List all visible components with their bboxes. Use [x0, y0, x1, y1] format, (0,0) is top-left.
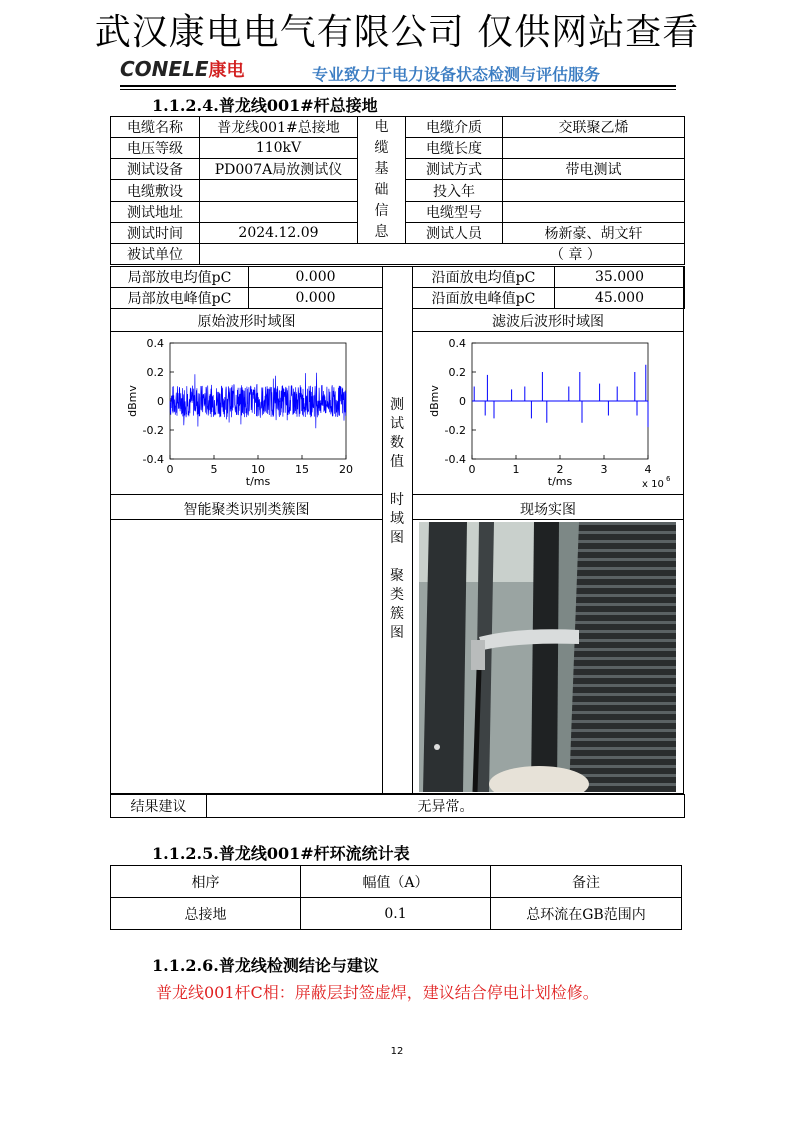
pd-peak-label: 局部放电峰值pC	[111, 288, 249, 309]
vertical-char: 数	[390, 435, 404, 451]
info-value	[200, 180, 358, 201]
section-4-title: 1.1.2.4.普龙线001#杆总接地	[152, 96, 378, 115]
info-label: 电缆敷设	[111, 180, 200, 201]
result-label: 结果建议	[111, 795, 207, 818]
site-photo	[419, 522, 676, 792]
cable-basic-info-char: 息	[374, 224, 389, 240]
vertical-char: 聚	[390, 568, 404, 584]
cable-basic-info-char: 基	[374, 161, 389, 177]
info-value: 110kV	[200, 138, 358, 159]
y-tick-label: 0.2	[448, 366, 466, 379]
vertical-label	[387, 396, 407, 643]
vertical-char: 图	[390, 625, 404, 641]
surface-avg-label: 沿面放电均值pC	[413, 267, 555, 288]
section-6-title: 1.1.2.6.普龙线检测结论与建议	[152, 956, 379, 975]
cell-amplitude: 0.1	[301, 898, 491, 930]
info-value: 杨新豪、胡文轩	[503, 222, 685, 243]
x-tick-label: 4	[644, 463, 652, 476]
pd-avg-value: 0.000	[249, 267, 383, 288]
vertical-char: 图	[390, 530, 404, 546]
vertical-char	[387, 548, 407, 567]
cluster-title: 智能聚类识别类簇图	[183, 502, 310, 518]
x-multiplier: x 10	[642, 479, 664, 490]
info-label: 电缆型号	[406, 201, 503, 222]
raw-wave-title: 原始波形时域图	[197, 314, 296, 330]
raw-waveform-chart	[112, 333, 380, 493]
cable-basic-info-char: 电	[374, 119, 389, 135]
y-axis-label: dBmv	[428, 385, 441, 417]
y-tick-label: -0.2	[444, 424, 466, 437]
x-multiplier-exp: 6	[666, 475, 671, 483]
vertical-char: 值	[390, 454, 404, 470]
x-tick-label: 3	[600, 463, 608, 476]
x-tick-label: 0	[166, 463, 174, 476]
page-number: 12	[390, 1046, 404, 1057]
cable-basic-info-label	[358, 117, 406, 244]
unit-label: 被试单位	[111, 244, 200, 265]
y-tick-label: -0.4	[142, 453, 164, 466]
info-label: 电缆介质	[406, 117, 503, 138]
info-value	[503, 138, 685, 159]
pd-avg-label: 局部放电均值pC	[111, 267, 249, 288]
info-label: 测试时间	[111, 222, 200, 243]
surface-peak-value: 45.000	[555, 288, 685, 309]
header-rule	[120, 85, 676, 87]
slogan: 专业致力于电力设备状态检测与评估服务	[312, 65, 601, 84]
filtered-waveform-chart	[414, 333, 682, 493]
info-value	[503, 180, 685, 201]
cell-note: 总环流在GB范围内	[491, 898, 682, 930]
vertical-char: 簇	[390, 606, 404, 622]
section-5-title: 1.1.2.5.普龙线001#杆环流统计表	[152, 844, 410, 863]
vertical-char: 时	[390, 492, 404, 508]
pd-left-table	[110, 266, 383, 309]
x-tick-label: 2	[556, 463, 564, 476]
cable-basic-info-char: 信	[374, 203, 389, 219]
cell-phase: 总接地	[111, 898, 301, 930]
col-note: 备注	[491, 866, 682, 898]
info-label: 电压等级	[111, 138, 200, 159]
logo-cn: 康电	[208, 60, 245, 81]
vertical-char: 试	[390, 416, 404, 432]
y-tick-label: 0	[459, 395, 466, 408]
unit-value	[200, 244, 685, 265]
x-tick-label: 15	[295, 463, 309, 476]
info-label: 测试地址	[111, 201, 200, 222]
company-logo	[120, 56, 245, 82]
banner: 武汉康电电气有限公司 仅供网站查看	[94, 12, 700, 53]
info-value	[503, 201, 685, 222]
conclusion-text: 普龙线001杆C相：屏蔽层封签虚焊，建议结合停电计划检修。	[156, 983, 599, 1002]
info-label: 投入年	[406, 180, 503, 201]
info-value: 2024.12.09	[200, 222, 358, 243]
photo-title: 现场实图	[520, 502, 576, 518]
pd-right-table	[412, 266, 685, 309]
header-rule-thin	[120, 89, 676, 90]
y-tick-label: 0.4	[448, 337, 466, 350]
vertical-char: 类	[390, 587, 404, 603]
cable-basic-info-char: 础	[374, 182, 389, 198]
info-value	[200, 201, 358, 222]
y-tick-label: -0.4	[444, 453, 466, 466]
x-tick-label: 0	[468, 463, 476, 476]
info-value: 普龙线001#总接地	[200, 117, 358, 138]
x-axis-label: t/ms	[245, 475, 271, 488]
cable-info-table	[110, 116, 685, 265]
info-label: 电缆长度	[406, 138, 503, 159]
filtered-wave-title: 滤波后波形时域图	[492, 314, 604, 330]
info-label: 测试人员	[406, 222, 503, 243]
info-label: 测试设备	[111, 159, 200, 180]
pd-peak-value: 0.000	[249, 288, 383, 309]
vertical-char: 域	[390, 511, 404, 527]
seal-text: （ 章 ）	[550, 247, 601, 263]
col-amplitude: 幅值（A）	[301, 866, 491, 898]
x-tick-label: 10	[251, 463, 265, 476]
x-tick-label: 1	[512, 463, 520, 476]
logo-text: CONELE	[120, 57, 209, 81]
vertical-char: 测	[390, 397, 404, 413]
surface-avg-value: 35.000	[555, 267, 685, 288]
col-phase: 相序	[111, 866, 301, 898]
y-axis-label: dBmv	[126, 385, 139, 417]
x-axis-label: t/ms	[547, 475, 573, 488]
info-label: 电缆名称	[111, 117, 200, 138]
info-label: 测试方式	[406, 159, 503, 180]
vertical-char	[387, 472, 407, 491]
info-value: 交联聚乙烯	[503, 117, 685, 138]
info-value: PD007A局放测试仪	[200, 159, 358, 180]
cable-basic-info-char: 缆	[374, 140, 389, 156]
surface-peak-label: 沿面放电峰值pC	[413, 288, 555, 309]
x-tick-label: 20	[339, 463, 353, 476]
y-tick-label: -0.2	[142, 424, 164, 437]
result-value: 无异常。	[207, 795, 685, 818]
info-value: 带电测试	[503, 159, 685, 180]
y-tick-label: 0.2	[146, 366, 164, 379]
circulation-table	[110, 865, 682, 930]
result-table	[110, 794, 685, 818]
y-tick-label: 0.4	[146, 337, 164, 350]
y-tick-label: 0	[157, 395, 164, 408]
x-tick-label: 5	[210, 463, 218, 476]
